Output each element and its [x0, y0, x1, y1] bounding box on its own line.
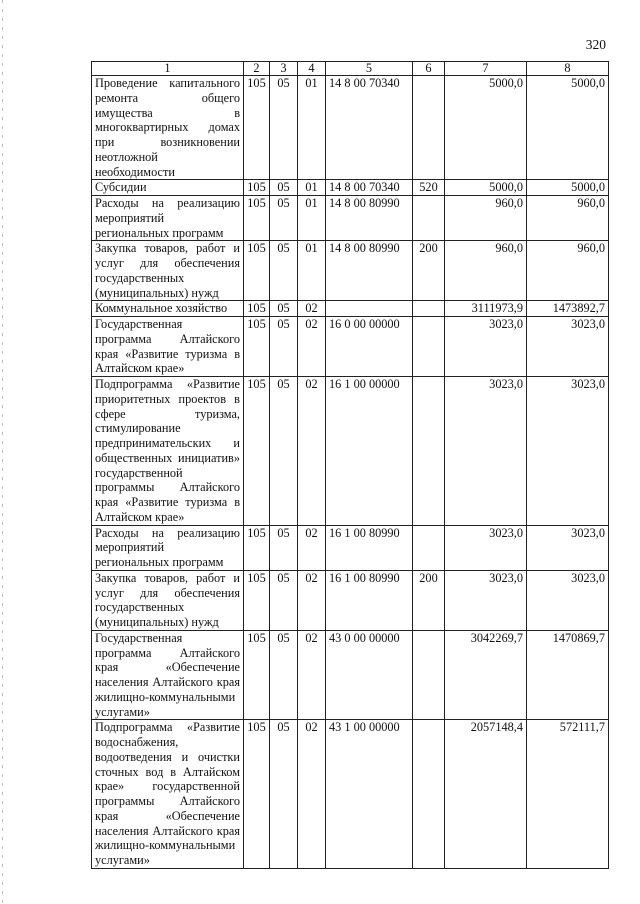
row-pr: 01 [298, 196, 326, 241]
row-csr: 43 0 00 00000 [326, 630, 413, 720]
row-csr: 16 1 00 80990 [326, 570, 413, 630]
row-ved: 105 [244, 570, 270, 630]
row-sum1: 3023,0 [445, 525, 527, 570]
row-vr [413, 630, 445, 720]
row-name: Государственная программа Алтайского края «Обеспечение населения Алтайского края жилищно-коммунальными услугами» [92, 630, 244, 720]
row-name: Коммунальное хозяйство [92, 301, 244, 317]
row-ved: 105 [244, 630, 270, 720]
scan-edge-line [2, 0, 3, 904]
row-ved: 105 [244, 180, 270, 196]
table-row [92, 196, 609, 241]
header-cell: 2 [244, 62, 270, 76]
row-sum2: 3023,0 [527, 317, 609, 377]
row-rz: 05 [270, 525, 298, 570]
row-ved: 105 [244, 241, 270, 301]
row-pr: 02 [298, 301, 326, 317]
row-sum2: 3023,0 [527, 570, 609, 630]
row-name: Государственная программа Алтайского края «Развитие туризма в Алтайском крае» [92, 317, 244, 377]
row-rz: 05 [270, 317, 298, 377]
row-rz: 05 [270, 76, 298, 180]
row-csr: 43 1 00 00000 [326, 720, 413, 869]
row-vr: 200 [413, 241, 445, 301]
row-rz: 05 [270, 630, 298, 720]
row-pr: 01 [298, 241, 326, 301]
row-rz: 05 [270, 720, 298, 869]
row-rz: 05 [270, 180, 298, 196]
row-vr [413, 76, 445, 180]
header-cell: 4 [298, 62, 326, 76]
row-sum2: 5000,0 [527, 180, 609, 196]
page-number: 320 [585, 37, 606, 52]
row-sum2: 1470869,7 [527, 630, 609, 720]
row-name: Подпрограмма «Развитие водоснабжения, водоотведения и очистки сточных вод в Алтайском крае» государственной программы Алтайского края «Обеспечение населения Алтайского края жилищно-коммунальными услугами» [92, 720, 244, 869]
row-sum2: 5000,0 [527, 76, 609, 180]
table-row [92, 317, 609, 377]
header-cell: 8 [527, 62, 609, 76]
row-name: Расходы на реализацию мероприятий региональных программ [92, 196, 244, 241]
row-csr: 16 1 00 80990 [326, 525, 413, 570]
row-vr [413, 720, 445, 869]
row-sum1: 3023,0 [445, 570, 527, 630]
row-vr: 520 [413, 180, 445, 196]
row-sum1: 5000,0 [445, 180, 527, 196]
row-rz: 05 [270, 196, 298, 241]
row-csr: 14 8 00 70340 [326, 180, 413, 196]
row-ved: 105 [244, 76, 270, 180]
row-name: Подпрограмма «Развитие приоритетных проектов в сфере туризма, стимулирование предпринимательских и общественных инициатив» государственной программы Алтайского края «Развитие туризма в Алтайском крае» [92, 377, 244, 526]
row-ved: 105 [244, 720, 270, 869]
row-pr: 02 [298, 570, 326, 630]
row-rz: 05 [270, 377, 298, 526]
row-sum1: 5000,0 [445, 76, 527, 180]
header-cell: 3 [270, 62, 298, 76]
row-vr [413, 196, 445, 241]
row-pr: 02 [298, 525, 326, 570]
row-pr: 02 [298, 317, 326, 377]
row-sum2: 3023,0 [527, 525, 609, 570]
row-vr [413, 317, 445, 377]
row-ved: 105 [244, 301, 270, 317]
row-name: Расходы на реализацию мероприятий региональных программ [92, 525, 244, 570]
row-sum1: 3042269,7 [445, 630, 527, 720]
row-ved: 105 [244, 377, 270, 526]
row-sum2: 1473892,7 [527, 301, 609, 317]
header-cell: 7 [445, 62, 527, 76]
row-vr [413, 377, 445, 526]
row-sum2: 3023,0 [527, 377, 609, 526]
row-rz: 05 [270, 241, 298, 301]
row-pr: 02 [298, 377, 326, 526]
table-row [92, 630, 609, 720]
row-pr: 01 [298, 76, 326, 180]
table-row [92, 525, 609, 570]
row-name: Закупка товаров, работ и услуг для обеспечения государственных (муниципальных) нужд [92, 241, 244, 301]
header-cell: 1 [92, 62, 244, 76]
budget-table [91, 61, 609, 869]
table-row [92, 570, 609, 630]
row-ved: 105 [244, 317, 270, 377]
row-csr: 16 1 00 00000 [326, 377, 413, 526]
row-sum1: 960,0 [445, 196, 527, 241]
row-pr: 02 [298, 630, 326, 720]
header-cell: 6 [413, 62, 445, 76]
row-sum2: 960,0 [527, 241, 609, 301]
table-row [92, 241, 609, 301]
row-name: Проведение капитального ремонта общего имущества в многоквартирных домах при возникновении неотложной необходимости [92, 76, 244, 180]
row-sum1: 3111973,9 [445, 301, 527, 317]
row-pr: 01 [298, 180, 326, 196]
row-rz: 05 [270, 570, 298, 630]
row-sum1: 960,0 [445, 241, 527, 301]
row-sum1: 3023,0 [445, 317, 527, 377]
row-pr: 02 [298, 720, 326, 869]
table-row [92, 301, 609, 317]
row-csr [326, 301, 413, 317]
row-csr: 14 8 00 80990 [326, 196, 413, 241]
row-rz: 05 [270, 301, 298, 317]
row-sum1: 3023,0 [445, 377, 527, 526]
row-sum2: 960,0 [527, 196, 609, 241]
row-name: Субсидии [92, 180, 244, 196]
row-csr: 16 0 00 00000 [326, 317, 413, 377]
table-row [92, 377, 609, 526]
header-row [92, 62, 609, 76]
row-vr [413, 301, 445, 317]
table-row [92, 720, 609, 869]
table-row [92, 180, 609, 196]
row-vr [413, 525, 445, 570]
row-ved: 105 [244, 196, 270, 241]
header-cell: 5 [326, 62, 413, 76]
row-ved: 105 [244, 525, 270, 570]
row-sum2: 572111,7 [527, 720, 609, 869]
row-name: Закупка товаров, работ и услуг для обеспечения государственных (муниципальных) нужд [92, 570, 244, 630]
row-sum1: 2057148,4 [445, 720, 527, 869]
row-csr: 14 8 00 80990 [326, 241, 413, 301]
row-csr: 14 8 00 70340 [326, 76, 413, 180]
table-row [92, 76, 609, 180]
row-vr: 200 [413, 570, 445, 630]
